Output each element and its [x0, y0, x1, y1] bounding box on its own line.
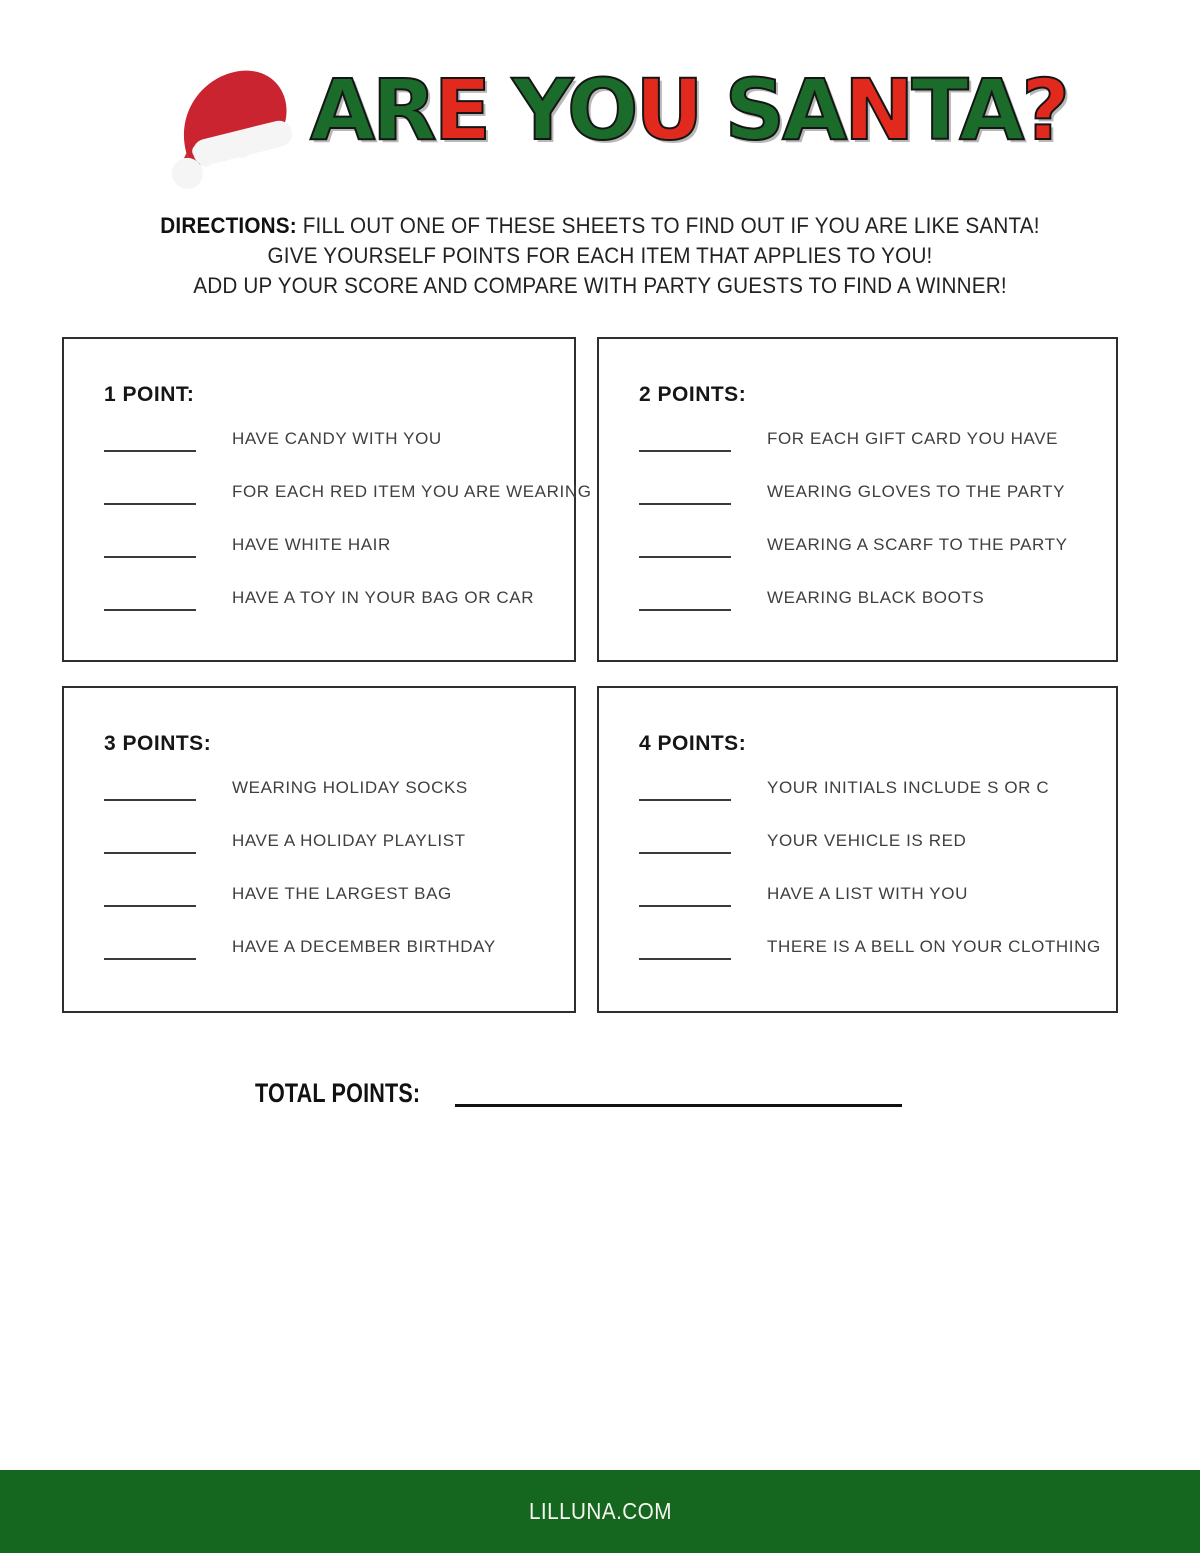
- directions-label: DIRECTIONS:: [160, 213, 297, 238]
- points-box-items: [639, 412, 1106, 624]
- checklist-item: [639, 571, 1106, 624]
- footer-site-text: LILLUNA.COM: [528, 1498, 672, 1524]
- points-box-heading: 1 POINT:: [104, 383, 195, 406]
- answer-blank-line: [639, 585, 731, 611]
- answer-blank-line: [104, 585, 196, 611]
- title-letter: A: [782, 61, 845, 159]
- title-letter: E: [433, 61, 489, 159]
- answer-blank-line: [104, 775, 196, 801]
- directions-line-2: GIVE YOURSELF POINTS FOR EACH ITEM THAT APPLIES TO YOU!: [267, 243, 933, 268]
- checklist-item: [639, 465, 1106, 518]
- checklist-item: [104, 761, 564, 814]
- total-points-label: TOTAL POINTS:: [255, 1078, 421, 1108]
- checklist-item: [639, 518, 1106, 571]
- title-letter: A: [310, 61, 373, 159]
- item-label: FOR EACH GIFT CARD YOU HAVE: [767, 428, 1059, 448]
- total-points-blank-line: [455, 1080, 902, 1107]
- score-boxes: [62, 337, 1118, 1013]
- points-box: [62, 686, 576, 1013]
- points-box-heading: 2 POINTS:: [639, 383, 747, 406]
- answer-blank-line: [639, 532, 731, 558]
- answer-blank-line: [104, 426, 196, 452]
- answer-blank-line: [639, 775, 731, 801]
- footer-bar: [0, 1470, 1200, 1553]
- item-label: WEARING A SCARF TO THE PARTY: [767, 534, 1068, 554]
- checklist-item: [639, 761, 1106, 814]
- checklist-item: [104, 867, 564, 920]
- item-label: HAVE A DECEMBER BIRTHDAY: [232, 936, 496, 956]
- answer-blank-line: [104, 881, 196, 907]
- checklist-item: [639, 920, 1106, 973]
- item-label: WEARING HOLIDAY SOCKS: [232, 777, 468, 797]
- answer-blank-line: [104, 479, 196, 505]
- item-label: HAVE A HOLIDAY PLAYLIST: [232, 830, 466, 850]
- points-box: [62, 337, 592, 662]
- answer-blank-line: [639, 881, 731, 907]
- item-label: THERE IS A BELL ON YOUR CLOTHING: [767, 936, 1101, 956]
- title-letter: O: [566, 61, 636, 159]
- checklist-item: [104, 814, 564, 867]
- title-letter: R: [372, 61, 434, 159]
- checklist-item: [104, 571, 564, 624]
- title-letter: ?: [1021, 61, 1067, 159]
- item-label: WEARING GLOVES TO THE PARTY: [767, 481, 1066, 501]
- title-letter: N: [844, 61, 912, 159]
- answer-blank-line: [639, 934, 731, 960]
- checklist-item: [104, 412, 564, 465]
- page-title: [310, 61, 1067, 159]
- item-label: HAVE CANDY WITH YOU: [232, 428, 442, 448]
- item-label: FOR EACH RED ITEM YOU ARE WEARING: [232, 481, 592, 501]
- title-letter: A: [959, 61, 1022, 159]
- points-box: [597, 337, 1118, 662]
- item-label: YOUR INITIALS INCLUDE S OR C: [767, 777, 1050, 797]
- points-box-items: [104, 412, 592, 624]
- item-label: WEARING BLACK BOOTS: [767, 587, 985, 607]
- answer-blank-line: [104, 532, 196, 558]
- points-box-items: [104, 761, 564, 973]
- checklist-item: [639, 814, 1106, 867]
- checklist-item: [104, 920, 564, 973]
- points-box-heading: 3 POINTS:: [104, 732, 212, 755]
- answer-blank-line: [639, 479, 731, 505]
- directions-line-1: DIRECTIONS: FILL OUT ONE OF THESE SHEETS TO FIND OUT IF YOU ARE LIKE SANTA!: [160, 213, 1040, 238]
- checklist-item: [104, 518, 564, 571]
- title-letter: Y: [512, 61, 567, 159]
- item-label: HAVE WHITE HAIR: [232, 534, 391, 554]
- directions-text: [36, 211, 1164, 301]
- checklist-item: [639, 867, 1106, 920]
- item-label: YOUR VEHICLE IS RED: [767, 830, 967, 850]
- answer-blank-line: [104, 828, 196, 854]
- points-box-heading: 4 POINTS:: [639, 732, 747, 755]
- title-letter: S: [724, 61, 783, 159]
- points-box: [597, 686, 1118, 1013]
- santa-hat-icon: [167, 56, 293, 192]
- answer-blank-line: [104, 934, 196, 960]
- checklist-item: [639, 412, 1106, 465]
- checklist-item: [104, 465, 592, 518]
- answer-blank-line: [639, 426, 731, 452]
- title-letter: U: [635, 61, 701, 159]
- item-label: HAVE A LIST WITH YOU: [767, 883, 968, 903]
- points-box-items: [639, 761, 1106, 973]
- answer-blank-line: [639, 828, 731, 854]
- directions-line-3: ADD UP YOUR SCORE AND COMPARE WITH PARTY GUESTS TO FIND A WINNER!: [193, 273, 1007, 298]
- item-label: HAVE THE LARGEST BAG: [232, 883, 452, 903]
- item-label: HAVE A TOY IN YOUR BAG OR CAR: [232, 587, 535, 607]
- title-letter: T: [911, 61, 960, 159]
